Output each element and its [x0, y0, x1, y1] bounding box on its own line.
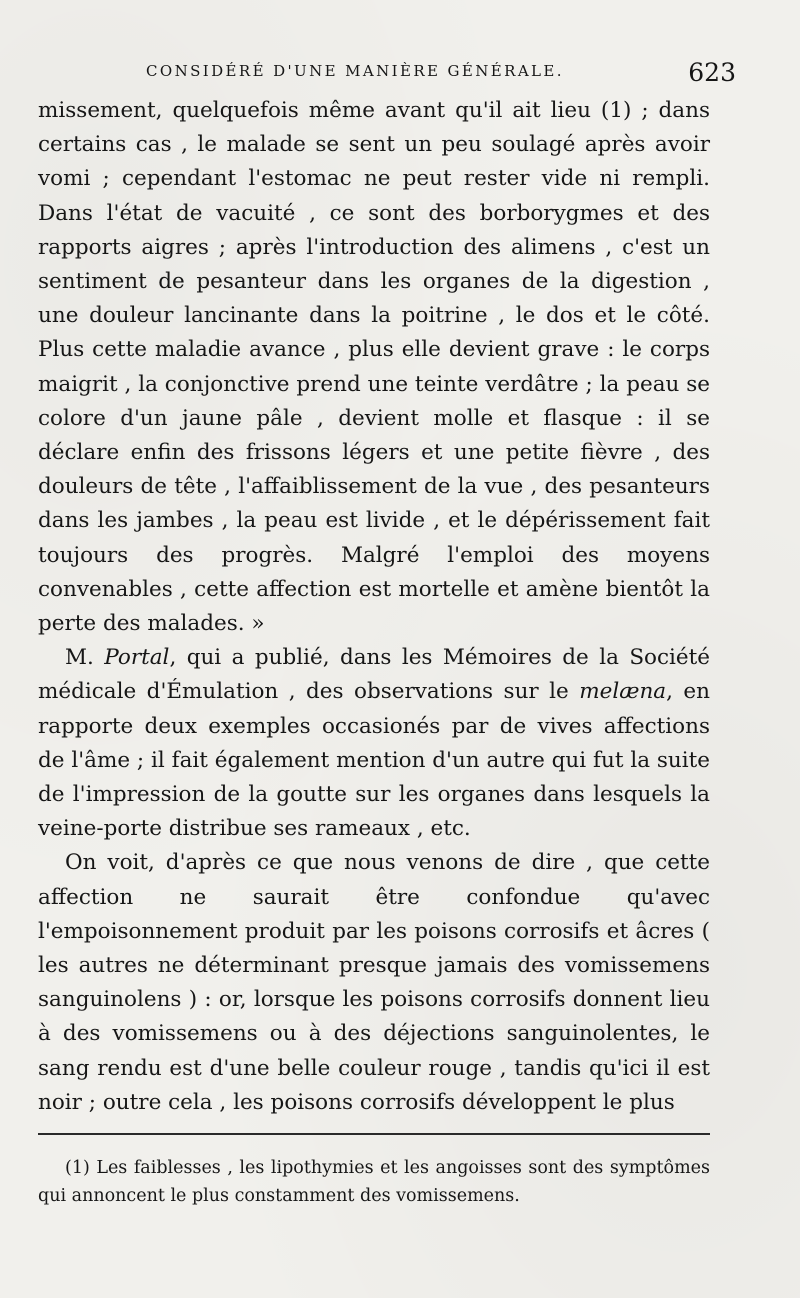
paragraph-continuation: missement, quelquefois même avant qu'il ait lieu (1) ; dans certains cas , le malade se sent un peu soulagé après avoir vomi ; cependant l'estomac ne peut rester vide ni rempli. Dans l'état de vacuité , ce sont des borborygmes et des rapports aigres ; après l'introduction des alimens , c'est un sentiment de pesanteur dans les organes de la digestion , une douleur lancinante dans la poitrine , le dos et le côté. Plus cette maladie avance , plus elle devient grave : le corps maigrit , la conjonctive prend une teinte verdâtre ; la peau se colore d'un jaune pâle , devient molle et flasque : il se déclare enfin des frissons légers et une petite fièvre , des douleurs de tête , l'affaiblissement de la vue , des pesanteurs dans les jambes , la peau est livide , et le dépérissement fait toujours des progrès. Malgré l'emploi des moyens convenables , cette affection est mortelle et amène bientôt la perte des malades. »	[38, 98, 710, 637]
paragraph-text: , qui a publié, dans les Mémoires de la Société médicale d'Émulation , des observations sur le	[38, 645, 711, 705]
term-italic: melæna	[579, 679, 667, 705]
body-text	[38, 94, 710, 1120]
footnote-rule	[38, 1133, 710, 1135]
author-name-italic: Portal	[104, 645, 170, 671]
running-title: CONSIDÉRÉ D'UNE MANIÈRE GÉNÉRALE.	[146, 62, 564, 80]
footnote: (1) Les faiblesses , les lipothymies et les angoisses sont des symptômes qui annoncent le plus constamment des vomissemens.	[38, 1158, 710, 1206]
paragraph-portal	[38, 641, 710, 846]
page-number: 623	[688, 58, 736, 87]
paragraph-comparison: On voit, d'après ce que nous venons de dire , que cette affection ne saurait être confondue qu'avec l'empoisonnement produit par les poisons corrosifs et âcres ( les autres ne déterminant presque jamais des vomissemens sanguinolens ) : or, lorsque les poisons corrosifs donnent lieu à des vomissemens ou à des déjections sanguinolentes, le sang rendu est d'une belle couleur rouge , tandis qu'ici il est noir ; outre cela , les poisons corrosifs développent le plus	[38, 850, 710, 1115]
paragraph-text: M.	[65, 645, 105, 671]
running-head	[146, 58, 736, 88]
paragraph-text: , en rapporte deux exemples occasionés par de vives affections de l'âme ; il fait également mention d'un autre qui fut la suite de l'impression de la goutte sur les organes dans lesquels la veine-porte distribue ses rameaux , etc.	[38, 679, 710, 842]
